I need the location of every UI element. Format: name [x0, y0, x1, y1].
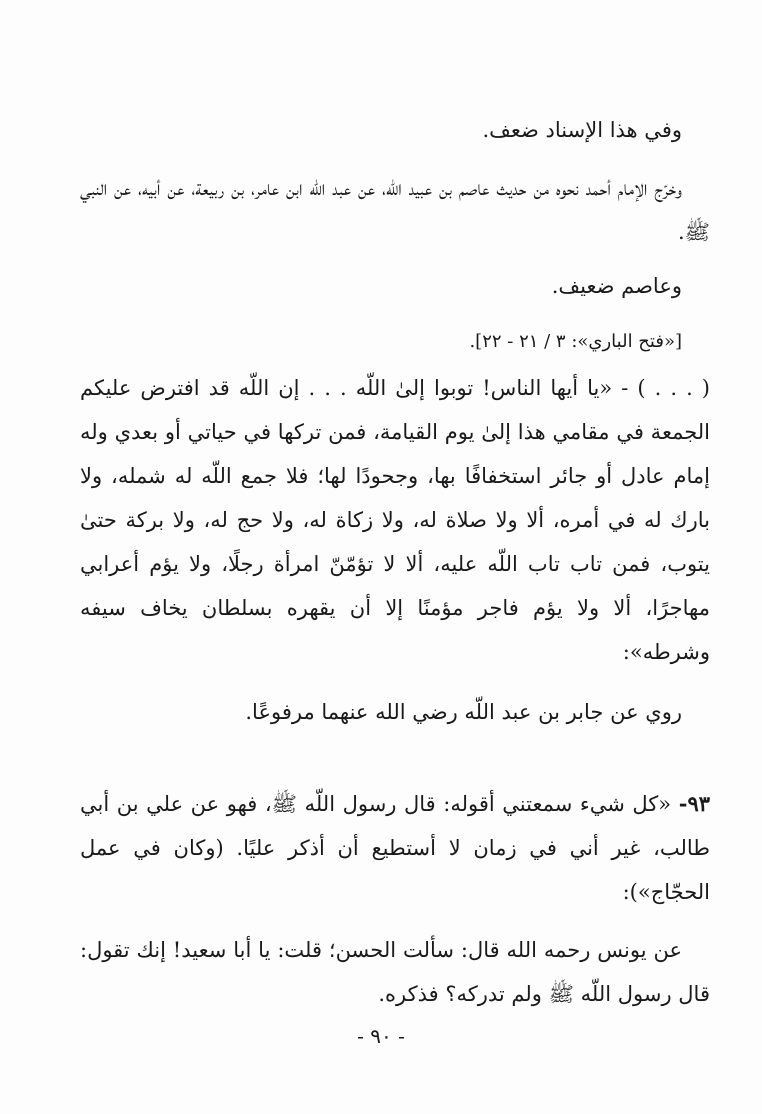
paragraph-asim-weak [80, 264, 710, 308]
text-paragraph: عن يونس رحمه الله قال: سألت الحسن؛ قلت: يا أبا سعيد! إنك تقول: قال رسول اللّه ﷺ ولم تدركه؟ فذكره. [80, 938, 710, 1006]
text-paragraph: وخرّج الإمام أحمد نحوه من حديث عاصم بن عبيد اللّه، عن عبد اللّه ابن عامر، بن ربيعة، عن أبيه، عن النبي ﷺ. [80, 176, 710, 244]
paragraph-ahmad-narration [80, 166, 710, 254]
reference-fath-albari [80, 320, 710, 364]
paragraph-isnad-weak [80, 108, 710, 152]
text-line: روي عن جابر بن عبد اللّه رضي الله عنهما مرفوعًا. [245, 700, 682, 724]
page-number: - ٩٠ - [357, 1024, 405, 1048]
hadith-body: «كل شيء سمعتني أقوله: قال رسول اللّه ﷺ، فهو عن علي بن أبي طالب، غير أني في زمان لا أستطيع أن أذكر عليًا. (وكان في عمل الحجّاج»): [80, 792, 710, 904]
text-line: وفي هذا الإسناد ضعف. [482, 118, 682, 142]
paragraph-jabir-narration [80, 690, 710, 734]
paragraph-yunus-narration [80, 928, 710, 1016]
hadith-text: ( . . . ) - «يا أيها الناس! توبوا إلىٰ اللّه . . . إن اللّه قد افترض عليكم الجمعة في مقامي هذا إلىٰ يوم القيامة، فمن تركها في حياتي أو بعدي وله إمام عادل أو جائر استخفافًا بها، وجحودًا لها؛ فلا جمع اللّه له شمله، ولا بارك له في أمره، ألا ولا صلاة له، ولا زكاة له، ولا حج له، ولا بركة حتىٰ يتوب، فمن تاب تاب اللّه عليه، ألا لا تؤمّنّ امرأة رجلًا، ولا يؤم أعرابي مهاجرًا، ألا ولا يؤم فاجر مؤمنًا إلا أن يقهره بسلطان يخاف سيفه وشرطه»: [80, 376, 710, 664]
hadith-jumuah [80, 366, 710, 674]
reference-citation: [«فتح الباري»: ٣ / ٢١ - ٢٢]. [469, 331, 682, 352]
hadith-number: ٩٣- [678, 791, 710, 816]
text-line: وعاصم ضعيف. [551, 274, 682, 298]
hadith-93 [80, 782, 710, 914]
hadith-text [80, 782, 710, 914]
